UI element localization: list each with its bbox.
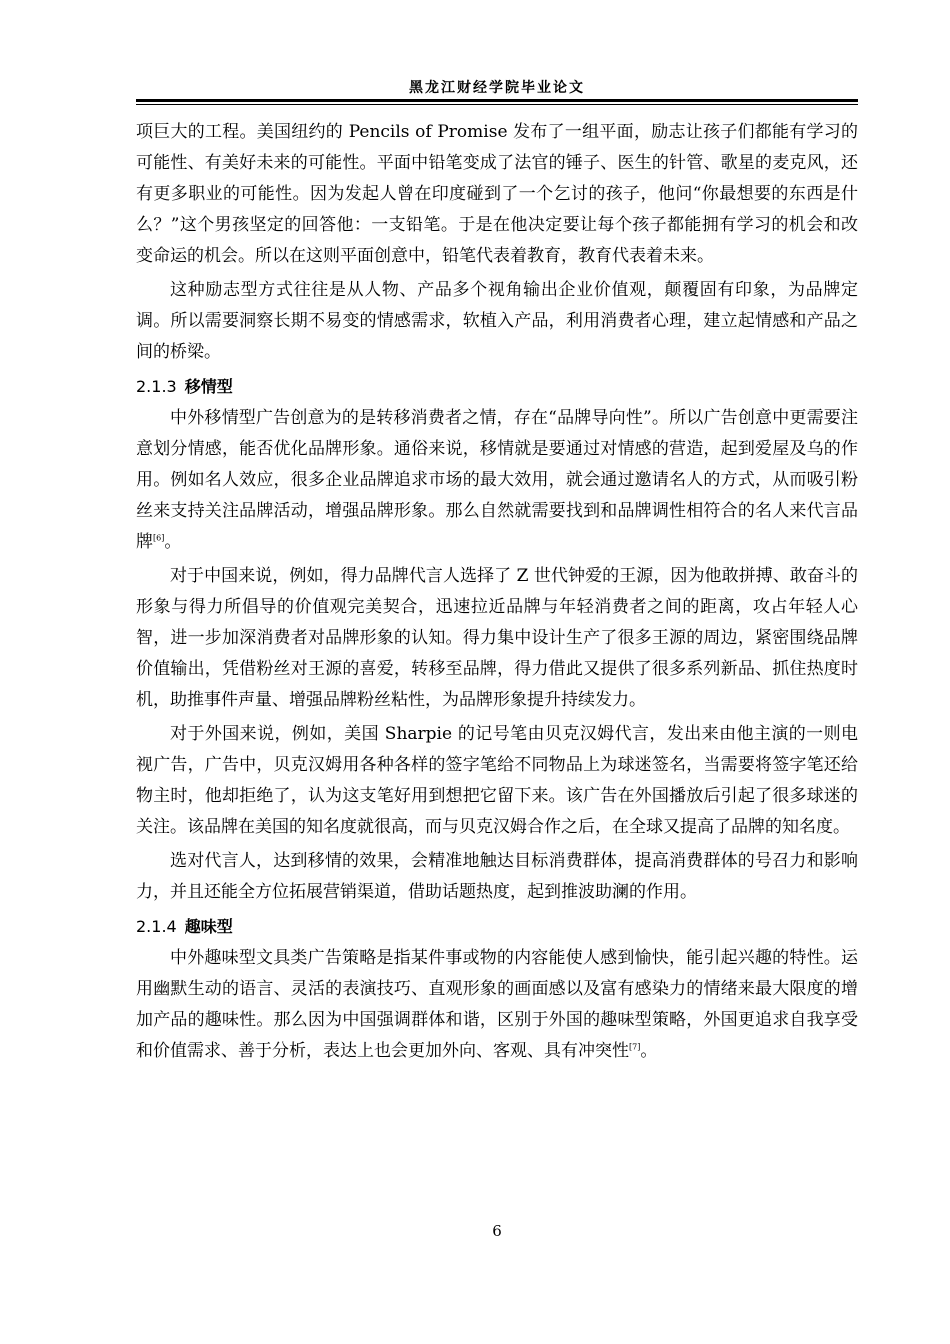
section-title: 趣味型 xyxy=(184,917,233,936)
section-heading-2-1-4 xyxy=(136,911,858,942)
paragraph xyxy=(136,403,858,558)
section-number: 2.1.4 xyxy=(136,917,177,936)
paragraph: 对于中国来说，例如，得力品牌代言人选择了 Z 世代钟爱的王源，因为他敢拼搏、敢奋斗的形象与得力所倡导的价值观完美契合，迅速拉近品牌与年轻消费者之间的距离，攻占年轻人心智，进一步加深消费者对品牌形象的认知。得力集中设计生产了很多王源的周边，紧密围绕品牌价值输出，凭借粉丝对王源的喜爱，转移至品牌，得力借此又提供了很多系列新品、抓住热度时机，助推事件声量、增强品牌粉丝粘性，为品牌形象提升持续发力。 xyxy=(136,566,858,710)
paragraph: 这种励志型方式往往是从人物、产品多个视角输出企业价值观，颠覆固有印象，为品牌定调。所以需要洞察长期不易变的情感需求，软植入产品，利用消费者心理，建立起情感和产品之间的桥梁。 xyxy=(136,280,858,362)
paragraph: 选对代言人，达到移情的效果，会精准地触达目标消费群体，提高消费群体的号召力和影响力，并且还能全方位拓展营销渠道，借助话题热度，起到推波助澜的作用。 xyxy=(136,851,858,902)
paragraph xyxy=(136,943,858,1067)
section-number: 2.1.3 xyxy=(136,377,177,396)
paragraph-end: 。 xyxy=(164,532,182,552)
header-rule-thick xyxy=(136,99,858,102)
paragraph-text: 中外移情型广告创意为的是转移消费者之情，存在“品牌导向性”。所以广告创意中更需要注意划分情感，能否优化品牌形象。通俗来说，移情就是要通过对情感的营造，起到爱屋及乌的作用。例如名人效应，很多企业品牌追求市场的最大效用，就会通过邀请名人的方式，从而吸引粉丝来支持关注品牌活动，增强品牌形象。那么自然就需要找到和品牌调性相符合的名人来代言品牌 xyxy=(136,408,858,552)
citation-ref[interactable]: [7] xyxy=(629,1042,641,1052)
paragraph-continued: 项巨大的工程。美国纽约的 Pencils of Promise 发布了一组平面，励志让孩子们都能有学习的可能性、有美好未来的可能性。平面中铅笔变成了法官的锤子、医生的针管、歌星的麦克风，还有更多职业的可能性。因为发起人曾在印度碰到了一个乞讨的孩子，他问“你最想要的东西是什么？”这个男孩坚定的回答他：一支铅笔。于是在他决定要让每个孩子都能拥有学习的机会和改变命运的机会。所以在这则平面创意中，铅笔代表着教育，教育代表着未来。 xyxy=(136,122,858,266)
running-header: 黑龙江财经学院毕业论文 xyxy=(409,80,585,96)
section-title: 移情型 xyxy=(184,377,233,396)
citation-ref[interactable]: [6] xyxy=(153,533,165,543)
paragraph-text: 中外趣味型文具类广告策略是指某件事或物的内容能使人感到愉快，能引起兴趣的特性。运用幽默生动的语言、灵活的表演技巧、直观形象的画面感以及富有感染力的情绪来最大限度的增加产品的趣味性。那么因为中国强调群体和谐，区别于外国的趣味型策略，外国更追求自我享受和价值需求、善于分析，表达上也会更加外向、客观、具有冲突性 xyxy=(136,948,858,1061)
section-heading-2-1-3 xyxy=(136,371,858,402)
paragraph: 对于外国来说，例如，美国 Sharpie 的记号笔由贝克汉姆代言，发出来由他主演的一则电视广告，广告中，贝克汉姆用各种各样的签字笔给不同物品上为球迷签名，当需要将签字笔还给物主时，他却拒绝了，认为这支笔好用到想把它留下来。该广告在外国播放后引起了很多球迷的关注。该品牌在美国的知名度就很高，而与贝克汉姆合作之后，在全球又提高了品牌的知名度。 xyxy=(136,724,858,837)
paragraph-end: 。 xyxy=(640,1041,658,1061)
page-body xyxy=(136,117,858,1070)
page-number: 6 xyxy=(492,1222,502,1240)
header-rule-thin xyxy=(136,104,858,105)
